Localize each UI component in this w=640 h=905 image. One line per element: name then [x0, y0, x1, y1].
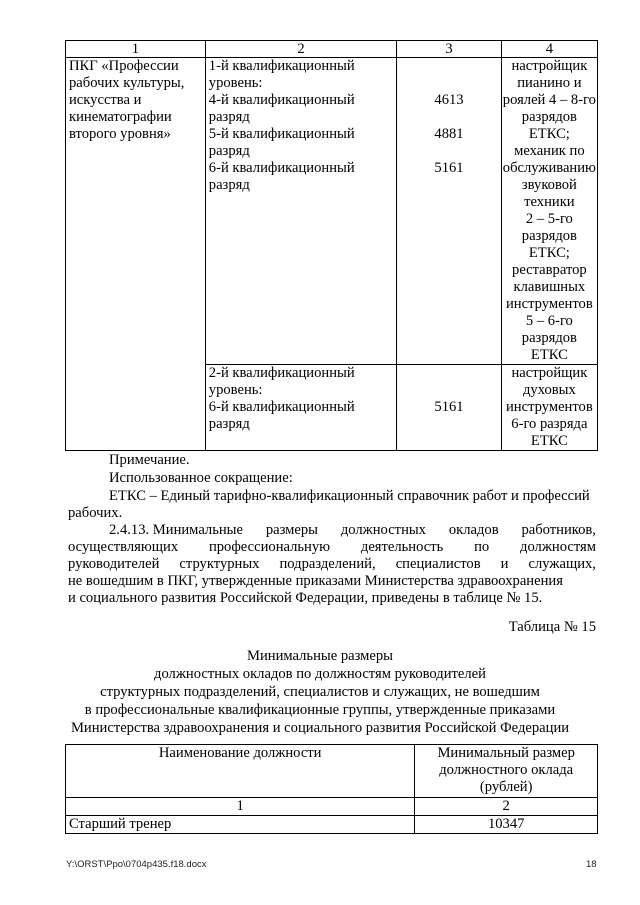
position-line: роялей 4 – 8-го [502, 92, 596, 108]
rank-name: 6-й квалификационный [208, 160, 355, 176]
col-number-4: 4 [501, 41, 597, 58]
position-line: звуковой [521, 177, 577, 193]
position-name-header: Наименование должности [66, 745, 415, 798]
paragraph-line: и социального развития Российской Федерации, приведены в таблице № 15. [68, 590, 543, 606]
position-line: 2 – 5-го [525, 211, 573, 227]
level2-title: 2-й квалификационный [208, 365, 355, 381]
word: структурных [179, 556, 260, 572]
abbreviation-intro: Использованное сокращение: [109, 470, 293, 486]
word: 2.4.13. Минимальные [109, 522, 243, 538]
col-number-1: 1 [66, 41, 206, 58]
pkg-name-line: искусства и [69, 92, 142, 108]
table-row [66, 58, 598, 365]
word: по [474, 539, 490, 555]
col-number-2: 2 [415, 798, 598, 816]
rank-name: разряд [208, 143, 250, 159]
level1-title: уровень: [208, 75, 263, 91]
table-row [66, 816, 598, 834]
position-line: реставратор [512, 262, 587, 278]
table-title-line: в профессиональные квалификационные группы, утвержденные приказами [84, 702, 556, 718]
table-title-line: структурных подразделений, специалистов и служащих, не вошедшим [100, 684, 540, 700]
paragraph-line: не вошедшим в ПКГ, утвержденные приказами Министерства здравоохранения [68, 573, 563, 589]
position-line: разрядов [521, 109, 577, 125]
position-line: инструментов [505, 296, 593, 312]
word: деятельность [360, 539, 444, 555]
col-number-3: 3 [397, 41, 502, 58]
word: и [500, 556, 509, 572]
min-salary-header [415, 745, 598, 798]
position-line: духовых [522, 382, 576, 398]
position-line: клавишных [513, 279, 586, 295]
rank-name: разряд [208, 416, 250, 432]
word: должностных [340, 522, 426, 538]
position-line: 6-го разряда [511, 416, 588, 432]
position-line: настройщик [511, 58, 588, 74]
position-line: ЕТКС [530, 347, 568, 363]
col-number-2: 2 [205, 41, 396, 58]
word: руководителей [68, 556, 160, 572]
table-label: Таблица № 15 [508, 619, 596, 635]
level1-cell [205, 58, 396, 365]
table-title-line: Минимальные размеры [247, 648, 393, 664]
position-line: техники [524, 194, 575, 210]
rank-name: 5-й квалификационный [208, 126, 355, 142]
pkg-name-line: кинематографии [69, 109, 172, 125]
salary-value: 4613 [434, 92, 464, 108]
position-name: Старший тренер [66, 816, 415, 834]
header-line: Минимальный размер [437, 745, 575, 761]
etks-definition: ЕТКС – Единый тарифно-квалификационный справочник работ и профессий [109, 488, 590, 504]
salary-value: 4881 [434, 126, 464, 142]
position-line: пианино и [517, 75, 582, 91]
level1-title: 1-й квалификационный [208, 58, 355, 74]
salary-table [65, 744, 598, 834]
paragraph-line [68, 539, 596, 556]
word: должностям [520, 539, 596, 555]
table-header-row [66, 745, 598, 798]
pkg-name-line: второго уровня» [69, 126, 171, 142]
word: служащих, [528, 556, 596, 572]
level2-cell [205, 365, 396, 451]
position-line: ЕТКС [530, 433, 568, 449]
etks-definition-cont: рабочих. [68, 505, 123, 521]
word: специалистов [395, 556, 481, 572]
position-line: ЕТКС; [528, 245, 570, 261]
level1-salary-cell [397, 58, 502, 365]
position-line: разрядов [521, 228, 577, 244]
word: размеры [265, 522, 318, 538]
file-path: Y:\ORST\Ppo\0704p435.f18.docx [66, 859, 207, 870]
salary-value: 5161 [434, 399, 464, 415]
position-line: разрядов [521, 330, 577, 346]
word: окладов [448, 522, 499, 538]
level2-positions-cell [501, 365, 597, 451]
position-line: механик по [514, 143, 585, 159]
word: осуществляющих [68, 539, 179, 555]
position-line: обслуживанию [502, 160, 596, 176]
pkg-name-line: ПКГ «Профессии [69, 58, 179, 74]
pkg-name-line: рабочих культуры, [69, 75, 185, 91]
col-number-1: 1 [66, 798, 415, 816]
table-header-row [66, 41, 598, 58]
rank-name: разряд [208, 109, 250, 125]
salary-value: 10347 [415, 816, 598, 834]
header-line: должностного оклада [439, 762, 574, 778]
table-title-line: должностных окладов по должностям руководителей [154, 666, 486, 682]
rank-name: 6-й квалификационный [208, 399, 355, 415]
header-line: (рублей) [479, 779, 533, 795]
note-title: Примечание. [109, 452, 190, 468]
level2-title: уровень: [208, 382, 263, 398]
position-line: 5 – 6-го [525, 313, 573, 329]
rank-name: 4-й квалификационный [208, 92, 355, 108]
word: профессиональную [208, 539, 331, 555]
word: подразделений, [279, 556, 376, 572]
paragraph-line [109, 522, 596, 539]
position-line: инструментов [505, 399, 593, 415]
paragraph-line [68, 556, 596, 573]
position-line: ЕТКС; [528, 126, 570, 142]
level2-salary-cell [397, 365, 502, 451]
position-line: настройщик [511, 365, 588, 381]
page-number: 18 [586, 859, 597, 870]
salary-value: 5161 [434, 160, 464, 176]
rank-name: разряд [208, 177, 250, 193]
table-title-line: Министерства здравоохранения и социального развития Российской Федерации [70, 720, 570, 736]
qualification-table [65, 40, 598, 451]
level1-positions-cell [501, 58, 597, 365]
pkg-name-cell [66, 58, 206, 451]
column-number-row [66, 798, 598, 816]
word: работников, [521, 522, 596, 538]
